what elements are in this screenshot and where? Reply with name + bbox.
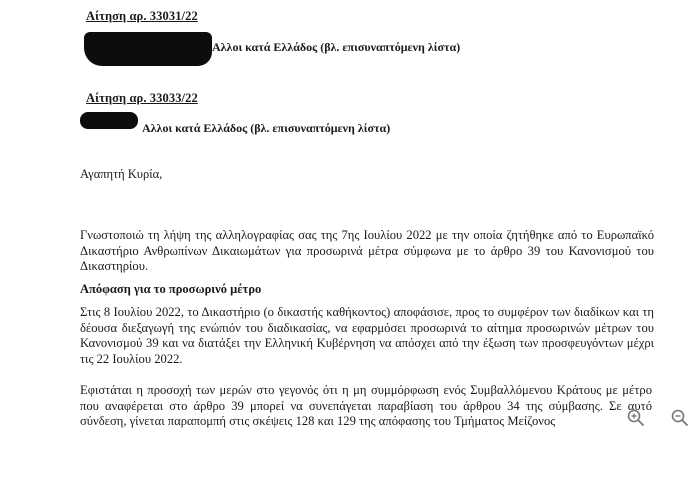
section-heading: Απόφαση για το προσωρινό μέτρο xyxy=(80,282,262,296)
zoom-out-icon[interactable] xyxy=(670,408,690,428)
paragraph-decision: Στις 8 Ιουλίου 2022, το Δικαστήριο (ο δικαστής καθήκοντος) αποφάσισε, προς το συμφέρον των διαδίκων και τη δέουσα διεξαγωγή της ενώπιόν του διαδικασίας, να εφαρμόσει προσωρινά το αίτημα προσωρινών μέτρων του Κανονισμού 39 και να διατάξει την Ελληνική Κυβέρνηση να απόσχει από την έξωση των προσφευγόντων μέχρι τις 22 Ιουλίου 2022. xyxy=(80,305,654,366)
application-parties-1: Αλλοι κατά Ελλάδος (βλ. επισυναπτόμενη λίστα) xyxy=(212,40,461,54)
paragraph-compliance-notice: Εφιστάται η προσοχή των μερών στο γεγονός ότι η μη συμμόρφωση ενός Συμβαλλόμενου Κράτους με μέτρο που αναφέρεται στο άρθρο 39 μπορεί να συνεπάγεται παραβίαση του άρθρου 34 της σύμβασης. Σε αυτό σύνδεση, γίνεται παραπομπή στις σκέψεις 128 και 129 της απόφασης του Τμήματος Μείζονος xyxy=(80,383,652,429)
zoom-in-icon[interactable] xyxy=(626,408,646,428)
redaction-mark-2 xyxy=(80,112,138,129)
salutation: Αγαπητή Κυρία, xyxy=(80,167,163,181)
paragraph-acknowledgement: Γνωστοποιώ τη λήψη της αλληλογραφίας σας της 7ης Ιουλίου 2022 με την οποία ζητήθηκε από το Ευρωπαϊκό Δικαστήριο Ανθρωπίνων Δικαιωμάτων για προσωρινά μέτρα σύμφωνα με το άρθρο 39 του Κανονισμού του Δικαστηρίου. xyxy=(80,228,654,274)
zoom-controls xyxy=(626,405,690,431)
redaction-mark-1 xyxy=(84,32,212,66)
application-reference-2: Αίτηση αρ. 33033/22 xyxy=(86,91,198,105)
application-reference-1: Αίτηση αρ. 33031/22 xyxy=(86,9,198,23)
application-parties-2: Αλλοι κατά Ελλάδος (βλ. επισυναπτόμενη λίστα) xyxy=(142,121,391,135)
